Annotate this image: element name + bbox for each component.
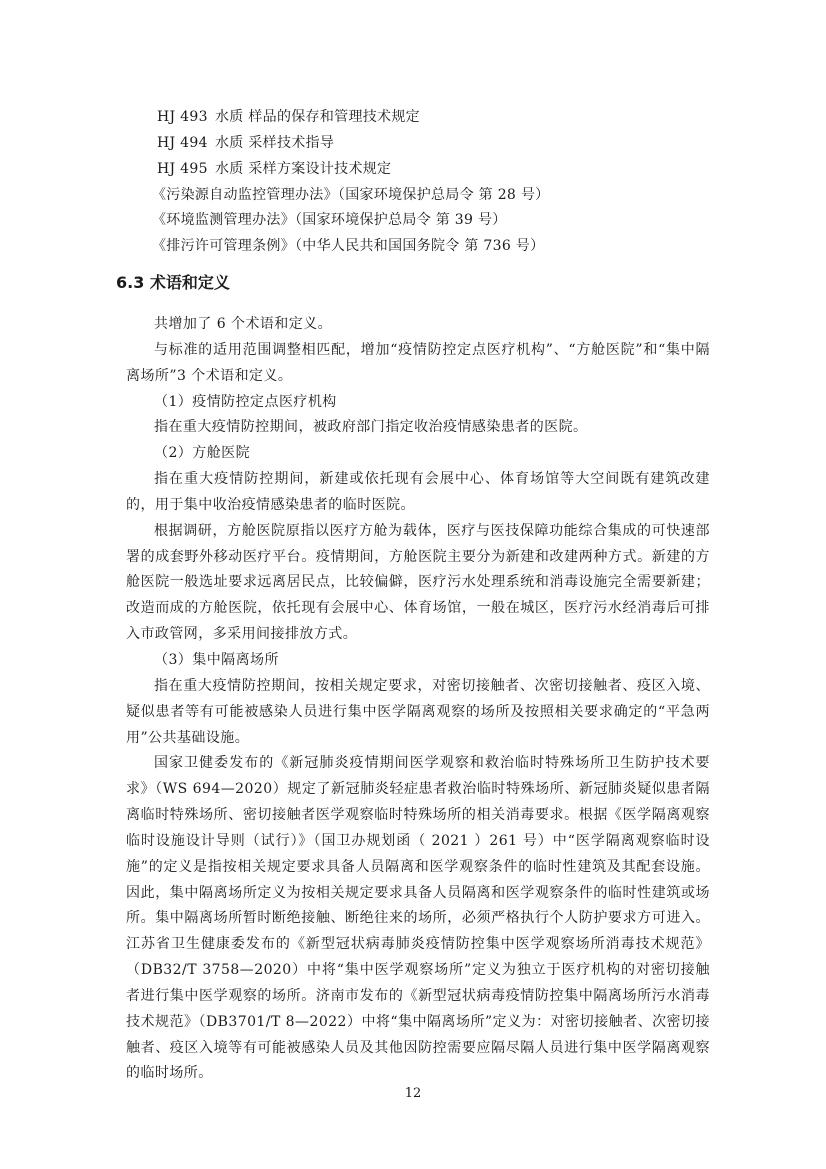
section-body <box>126 312 710 1087</box>
paragraph: 指在重大疫情防控期间，被政府部门指定收治疫情感染患者的医院。 <box>154 419 588 436</box>
paragraph: 根据调研，方舱医院原指以医疗方舱为载体，医疗与医技保障功能综合集成的可快速部署的成套野外移动医疗平台。疫情期间，方舱医院主要分为新建和改建两种方式。新建的方舱医院一般选址要求远离居民点，比较偏僻，医疗污水处理系统和消毒设施完全需要新建；改造而成的方舱医院，依托现有会展中心、体育场馆，一般在城区，医疗污水经消毒后可排入市政管网，多采用间接排放方式。 <box>126 522 710 643</box>
reference-line <box>152 184 549 204</box>
section-heading: 6.3 术语和定义 <box>116 273 230 292</box>
reference-line <box>152 235 544 255</box>
reference-line <box>152 209 507 229</box>
paragraph: 指在重大疫情防控期间，新建或依托现有会展中心、体育场馆等大空间既有建筑改建的，用于集中收治疫情感染患者的临时医院。 <box>126 471 710 513</box>
reference-title: 水质 采样技术指导 <box>215 135 335 151</box>
paragraph: 与标准的适用范围调整相匹配，增加“疫情防控定点医疗机构”、“方舱医院”和“集中隔离场所”3 个术语和定义。 <box>126 341 710 384</box>
subheading: （3）集中隔离场所 <box>154 651 279 668</box>
paragraph: 指在重大疫情防控期间，按相关规定要求，对密切接触者、次密切接触者、疫区入境、疑似患者等有可能被感染人员进行集中医学隔离观察的场所及按照相关要求确定的“平急两用”公共基础设施。 <box>126 677 710 746</box>
reference-code: HJ 494 <box>157 135 208 151</box>
reference-code: HJ 495 <box>157 161 208 177</box>
page-number: 12 <box>404 1086 422 1101</box>
reference-title: 水质 样品的保存和管理技术规定 <box>215 109 420 125</box>
reference-line <box>157 158 391 178</box>
paragraph: 国家卫健委发布的《新冠肺炎疫情期间医学观察和救治临时特殊场所卫生防护技术要求》（WS 694—2020）规定了新冠肺炎轻症患者救治临时特殊场所、新冠肺炎疑似患者隔离临时特殊场所、密切接触者医学观察临时特殊场所的相关消毒要求。根据《医学隔离观察临时设施设计导则（试行）》（国卫办规划函（ 2021 ）261 号）中“医学隔离观察临时设施”的定义是指按相关规定要求具备人员隔离和医学观察条件的临时性建筑及其配套设施。因此，集中隔离场所定义为按相关规定要求具备人员隔离和医学观察条件的临时性建筑或场所。集中隔离场所暂时断绝接触、断绝往来的场所，必须严格执行个人防护要求方可进入。江苏省卫生健康委发布的《新型冠状病毒肺炎疫情防控集中医学观察场所消毒技术规范》（DB32/T 3758—2020）中将“集中医学观察场所”定义为独立于医疗机构的对密切接触者进行集中医学观察的场所。济南市发布的《新型冠状病毒疫情防控集中隔离场所污水消毒技术规范》（DB3701/T 8—2022）中将“集中隔离场所”定义为：对密切接触者、次密切接触者、疫区入境等有可能被感染人员及其他因防控需要应隔尽隔人员进行集中医学隔离观察的临时场所。 <box>126 755 710 1082</box>
subheading: （1）疫情防控定点医疗机构 <box>154 393 337 410</box>
paragraph: 共增加了 6 个术语和定义。 <box>154 316 333 332</box>
subheading: （2）方舱医院 <box>154 445 251 462</box>
reference-line <box>157 132 334 152</box>
reference-title: 《污染源自动监控管理办法》（国家环境保护总局令 第 28 号） <box>152 187 550 203</box>
reference-title: 《排污许可管理条例》（中华人民共和国国务院令 第 736 号） <box>152 238 545 254</box>
reference-title: 《环境监测管理办法》（国家环境保护总局令 第 39 号） <box>152 212 507 228</box>
reference-code: HJ 493 <box>157 109 208 125</box>
reference-line <box>157 106 420 126</box>
reference-title: 水质 采样方案设计技术规定 <box>215 161 392 177</box>
